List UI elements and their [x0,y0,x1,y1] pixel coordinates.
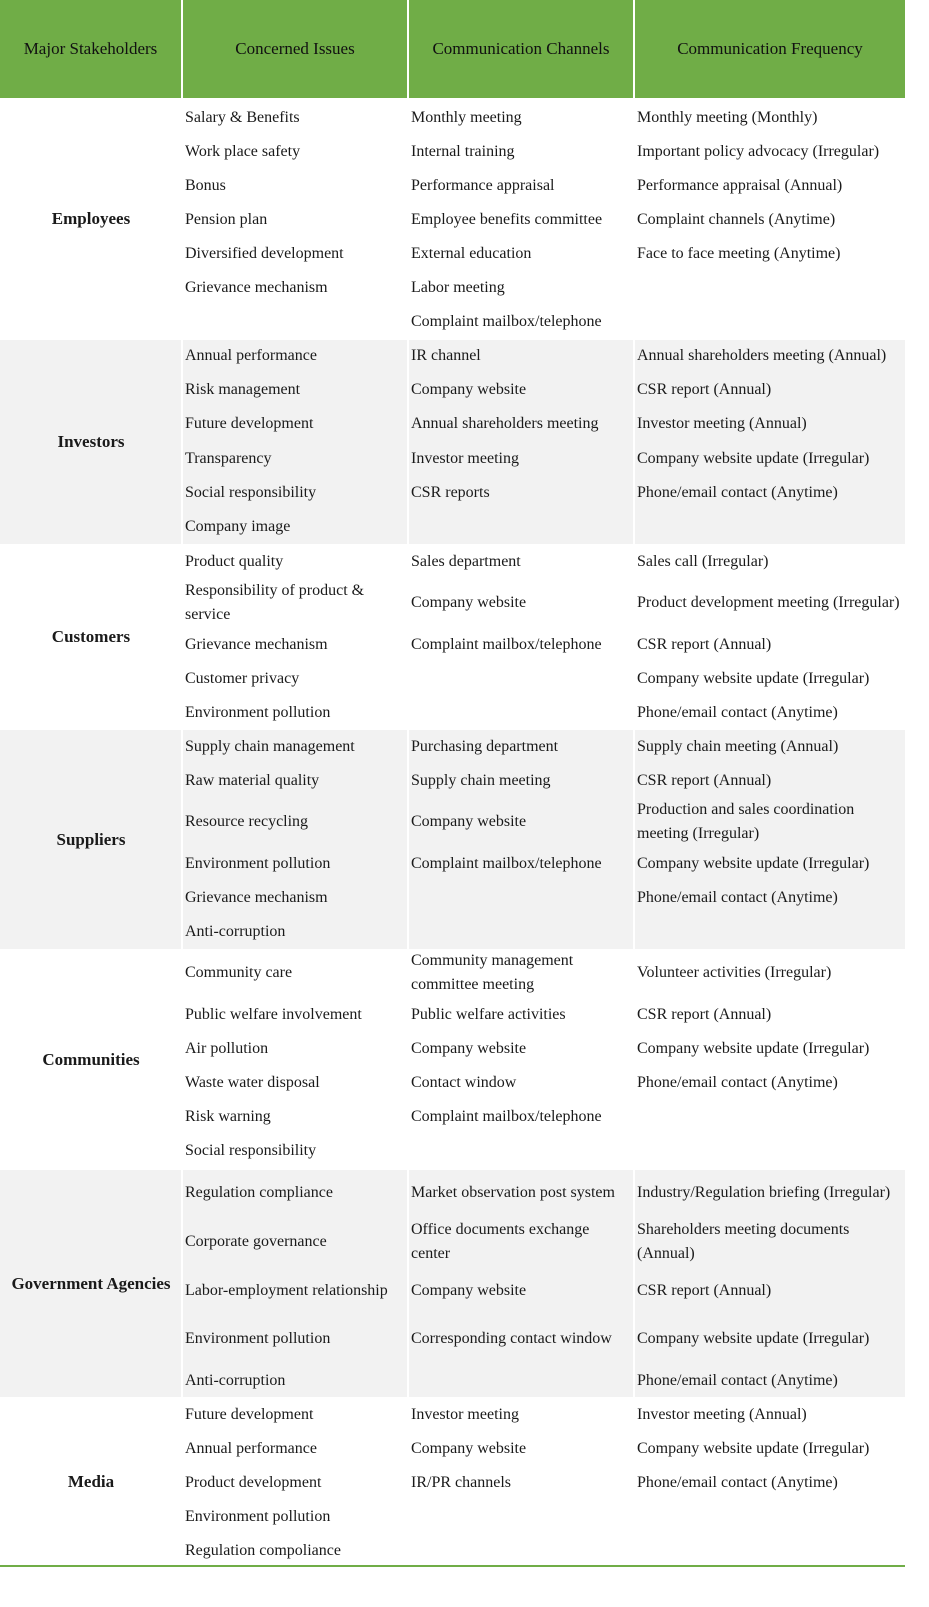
table-bottom-border [0,1565,905,1567]
communication-channel: Sales department [411,553,521,570]
concerned-issue: Salary & Benefits [185,109,300,126]
communication-channel: Performance appraisal [411,177,555,194]
column-separator [407,98,409,1567]
communication-frequency: Shareholders meeting documents (Annual) [637,1221,850,1262]
concerned-issue: Product development [185,1474,322,1491]
stakeholder-name: Communities [42,1049,140,1069]
communication-channel: Company website [411,381,527,398]
concerned-issue: Environment pollution [185,1330,331,1347]
communication-channel: Contact window [411,1074,517,1091]
stakeholder-name: Employees [51,209,131,228]
stakeholder-name: Suppliers [56,829,126,849]
header-concerned-issues: Concerned Issues [183,0,409,98]
communication-frequency: Face to face meeting (Anytime) [637,245,841,262]
concerned-issue: Risk warning [185,1108,271,1125]
communication-frequency: Company website update (Irregular) [637,1330,870,1347]
communication-frequency: CSR report (Annual) [637,772,772,789]
column-separator [633,98,635,1567]
communication-channel: Investor meeting [411,1406,519,1423]
communication-channel: Company website [411,1282,527,1299]
stakeholder-name: Government Agencies [11,1273,171,1293]
communication-channel: IR/PR channels [411,1474,511,1491]
communication-frequency: Investor meeting (Annual) [637,415,807,432]
stakeholder-name: Investors [57,432,125,451]
stakeholder-name: Customers [51,627,131,646]
communication-frequency: Phone/email contact (Anytime) [637,889,838,906]
concerned-issue: Grievance mechanism [185,636,328,653]
concerned-issue: Regulation compliance [185,1184,333,1201]
concerned-issue: Regulation compoliance [185,1542,341,1559]
communication-channel: Annual shareholders meeting [411,415,599,432]
communication-frequency: Sales call (Irregular) [637,553,769,570]
communication-frequency: Phone/email contact (Anytime) [637,1372,838,1389]
concerned-issue: Future development [185,1406,314,1423]
communication-frequency: Company website update (Irregular) [637,855,870,872]
communication-channel: Monthly meeting [411,109,522,126]
concerned-issue: Environment pollution [185,855,331,872]
communication-frequency: Phone/email contact (Anytime) [637,484,838,501]
communication-channel: Internal training [411,143,515,160]
communication-frequency: Company website update (Irregular) [637,670,870,687]
communication-frequency: Production and sales coordination meeting (Irregular) [637,801,855,842]
communication-frequency: Performance appraisal (Annual) [637,177,843,194]
communication-channel: Company website [411,1440,527,1457]
concerned-issue: Environment pollution [185,704,331,721]
concerned-issue: Anti-corruption [185,1372,286,1389]
communication-channel: Employee benefits committee [411,211,603,228]
concerned-issue: Air pollution [185,1040,269,1057]
concerned-issue: Responsibility of product & service [185,582,365,623]
concerned-issue: Transparency [185,450,272,467]
communication-channel: Market observation post system [411,1184,615,1201]
communication-channel: Company website [411,594,527,611]
concerned-issue: Diversified development [185,245,344,262]
concerned-issue: Bonus [185,177,226,194]
concerned-issue: Corporate governance [185,1233,327,1250]
concerned-issue: Labor-employment relationship [185,1282,388,1299]
concerned-issue: Annual performance [185,1440,317,1457]
concerned-issue: Social responsibility [185,484,317,501]
concerned-issue: Product quality [185,553,284,570]
concerned-issue: Grievance mechanism [185,889,328,906]
communication-frequency: Industry/Regulation briefing (Irregular) [637,1184,891,1201]
header-stakeholders: Major Stakeholders [0,0,183,98]
communication-channel: IR channel [411,347,481,364]
concerned-issue: Customer privacy [185,670,300,687]
communication-channel: Complaint mailbox/telephone [411,313,602,330]
communication-channel: Public welfare activities [411,1006,566,1023]
communication-channel: Complaint mailbox/telephone [411,1108,602,1125]
communication-channel: Office documents exchange center [411,1221,590,1262]
communication-channel: CSR reports [411,484,490,501]
communication-frequency: Supply chain meeting (Annual) [637,738,839,755]
stakeholder-name: Media [67,1472,115,1491]
communication-frequency: Phone/email contact (Anytime) [637,1074,838,1091]
communication-frequency: Investor meeting (Annual) [637,1406,807,1423]
concerned-issue: Risk management [185,381,301,398]
concerned-issue: Community care [185,964,293,981]
communication-channel: Purchasing department [411,738,559,755]
communication-channel: Supply chain meeting [411,772,551,789]
communication-frequency: Product development meeting (Irregular) [637,594,900,611]
communication-channel: Labor meeting [411,279,505,296]
concerned-issue: Company image [185,518,291,535]
communication-frequency: CSR report (Annual) [637,636,772,653]
concerned-issue: Raw material quality [185,772,320,789]
concerned-issue: Supply chain management [185,738,355,755]
concerned-issue: Work place safety [185,143,301,160]
concerned-issue: Annual performance [185,347,317,364]
communication-frequency: CSR report (Annual) [637,1282,772,1299]
header-communication-channels: Communication Channels [409,0,635,98]
communication-frequency: CSR report (Annual) [637,381,772,398]
concerned-issue: Anti-corruption [185,923,286,940]
communication-frequency: Phone/email contact (Anytime) [637,1474,838,1491]
communication-frequency: Annual shareholders meeting (Annual) [637,347,887,364]
column-separator [181,98,183,1567]
communication-frequency: Complaint channels (Anytime) [637,211,836,228]
concerned-issue: Pension plan [185,211,268,228]
concerned-issue: Waste water disposal [185,1074,320,1091]
communication-channel: External education [411,245,532,262]
concerned-issue: Resource recycling [185,813,309,830]
communication-frequency: CSR report (Annual) [637,1006,772,1023]
concerned-issue: Grievance mechanism [185,279,328,296]
communication-frequency: Phone/email contact (Anytime) [637,704,838,721]
communication-channel: Corresponding contact window [411,1330,612,1347]
communication-channel: Community management committee meeting [411,952,574,993]
header-communication-frequency: Communication Frequency [635,0,905,98]
concerned-issue: Social responsibility [185,1142,317,1159]
communication-channel: Complaint mailbox/telephone [411,636,602,653]
communication-frequency: Important policy advocacy (Irregular) [637,143,880,160]
concerned-issue: Environment pollution [185,1508,331,1525]
communication-frequency: Company website update (Irregular) [637,1440,870,1457]
communication-frequency: Volunteer activities (Irregular) [637,964,832,981]
communication-frequency: Company website update (Irregular) [637,1040,870,1057]
communication-frequency: Monthly meeting (Monthly) [637,109,818,126]
communication-channel: Company website [411,813,527,830]
communication-channel: Company website [411,1040,527,1057]
communication-channel: Investor meeting [411,450,519,467]
concerned-issue: Future development [185,415,314,432]
communication-frequency: Company website update (Irregular) [637,450,870,467]
concerned-issue: Public welfare involvement [185,1006,362,1023]
communication-channel: Complaint mailbox/telephone [411,855,602,872]
